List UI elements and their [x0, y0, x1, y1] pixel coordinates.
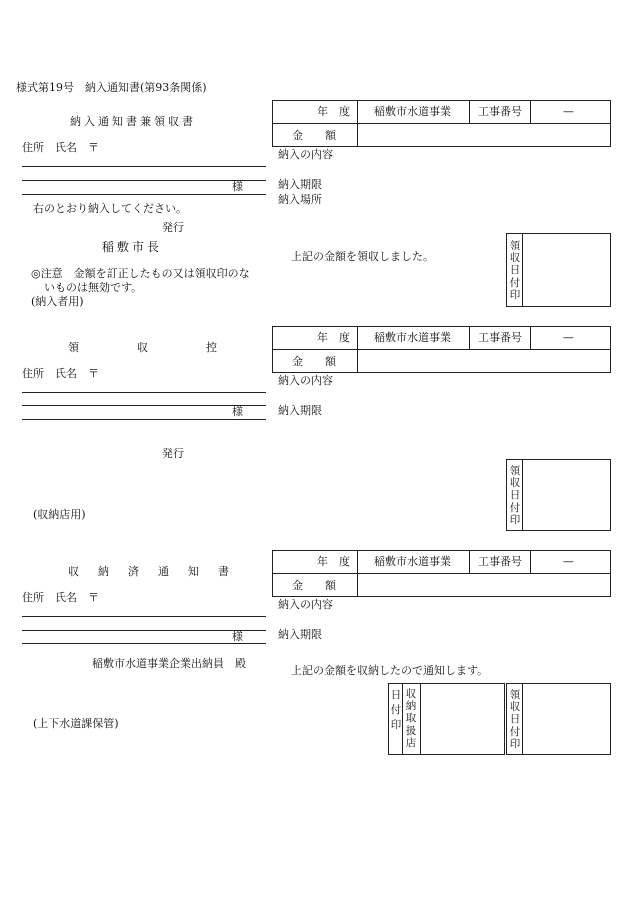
form-number-label: 様式第19号 納入通知書(第93条関係) [16, 81, 207, 94]
note-line-2: いものは無効です。 [44, 281, 143, 294]
address-name-label: 住所 氏名 〒 [22, 591, 99, 604]
honorific-label: 様 [232, 180, 243, 193]
copy-label: (収納店用) [33, 508, 86, 521]
project-number-value: — [563, 555, 574, 568]
issued-label: 発行 [162, 221, 184, 234]
section-title: 納入通知書兼領収書 [70, 115, 196, 128]
copy-label: (上下水道課保管) [33, 717, 119, 730]
amount-label: 金 額 [292, 579, 336, 592]
honorific-label: 様 [232, 630, 243, 643]
project-number-label: 工事番号 [478, 105, 522, 118]
section-title-text: 収納済通知書 [68, 565, 248, 578]
handler-label: 収納取扱店 [405, 688, 417, 749]
section-title [68, 566, 248, 577]
section-title [68, 342, 275, 353]
year-label: 年 度 [317, 105, 350, 118]
receipt-stamp-label: 領収日付印 [509, 465, 521, 526]
project-number-label: 工事番号 [478, 555, 522, 568]
issuer-name: 稲敷市長 [102, 240, 163, 254]
project-number-value: — [563, 105, 574, 118]
received-text: 上記の金額を領収しました。 [291, 250, 434, 263]
year-label: 年 度 [317, 555, 350, 568]
deadline-label: 納入期限 [278, 628, 322, 641]
project-number-label: 工事番号 [478, 331, 522, 344]
business-name: 稲敷市水道事業 [374, 105, 451, 118]
instruction-text: 右のとおり納入してください。 [33, 202, 187, 215]
address-line [22, 180, 266, 181]
date-stamp-label: 日付印 [390, 689, 402, 731]
address-name-label: 住所 氏名 〒 [22, 367, 99, 380]
place-label: 納入場所 [278, 193, 322, 206]
collected-text: 上記の金額を収納したので通知します。 [291, 664, 489, 677]
copy-label: (納入者用) [31, 295, 84, 308]
name-line [22, 194, 266, 195]
amount-label: 金 額 [292, 129, 336, 142]
honorific-label: 様 [232, 405, 243, 418]
deadline-label: 納入期限 [278, 178, 322, 191]
business-name: 稲敷市水道事業 [374, 555, 451, 568]
project-number-value: — [563, 331, 574, 344]
content-label: 納入の内容 [278, 598, 333, 611]
content-label: 納入の内容 [278, 148, 333, 161]
issued-label: 発行 [162, 447, 184, 460]
note-line-1: ◎注意 金額を訂正したもの又は領収印のな [31, 267, 250, 280]
receipt-stamp-label: 領収日付印 [509, 689, 521, 750]
address-name-label: 住所 氏名 〒 [22, 141, 99, 154]
content-label: 納入の内容 [278, 374, 333, 387]
amount-label: 金 額 [292, 355, 336, 368]
section-title-text: 領収控 [68, 341, 275, 354]
year-label: 年 度 [317, 331, 350, 344]
address-line [22, 166, 266, 167]
business-name: 稲敷市水道事業 [374, 331, 451, 344]
deadline-label: 納入期限 [278, 404, 322, 417]
receipt-stamp-label: 領収日付印 [509, 240, 521, 301]
addressee-text: 稲敷市水道事業企業出納員 殿 [92, 657, 246, 670]
